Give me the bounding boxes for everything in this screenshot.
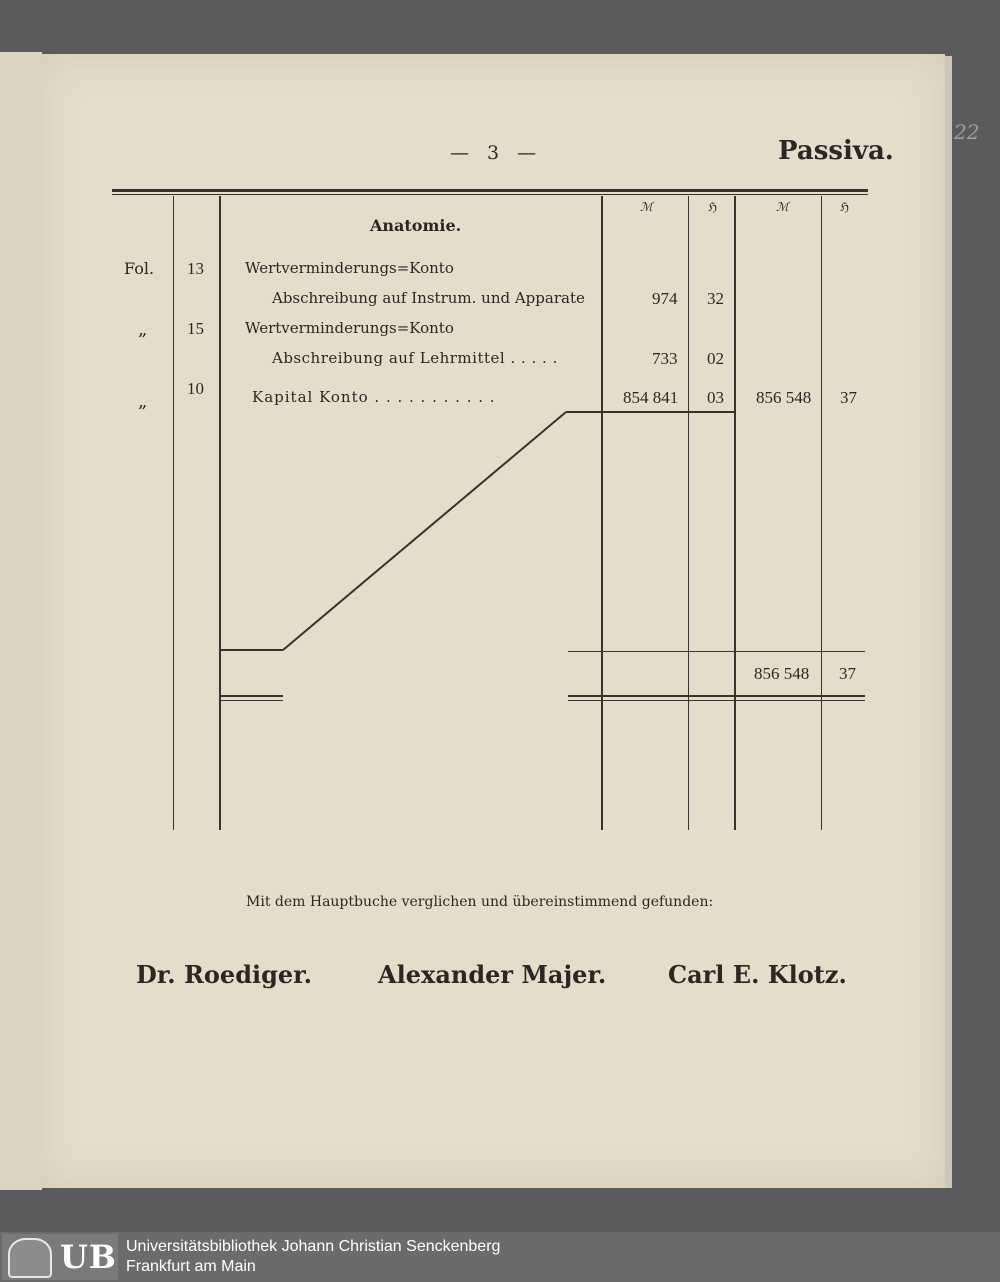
signature-klotz: Carl E. Klotz. <box>668 960 847 989</box>
total-rule-bottom-b <box>568 700 865 701</box>
row-fol-ditto: „ <box>138 391 148 412</box>
top-rule-thin <box>112 194 868 195</box>
subtotal-rule <box>566 411 736 413</box>
attestation-text: Mit dem Hauptbuche verglichen und übereinstimmend gefunden: <box>246 894 714 910</box>
total-rule-bottom-a <box>568 695 865 697</box>
grand-total-pf: 37 <box>839 664 856 683</box>
row-mark-amount: 854 841 <box>623 388 679 407</box>
row-pf-amount: 03 <box>707 388 724 407</box>
row-fol: Fol. <box>124 259 155 278</box>
total-rule-top <box>568 651 865 652</box>
row-pf-amount: 02 <box>707 349 724 368</box>
side-title: Passiva. <box>778 136 894 166</box>
signature-majer: Alexander Majer. <box>378 960 607 989</box>
col-line-fol <box>173 196 174 830</box>
row-mark-amount: 733 <box>652 349 678 368</box>
row-total-pf: 37 <box>840 388 857 407</box>
row-folio-number: 13 <box>187 259 204 278</box>
col-header-mark-1: ℳ <box>640 200 653 214</box>
row-mark-amount: 974 <box>652 289 678 308</box>
document-page <box>40 54 980 1188</box>
row-description: Abschreibung auf Instrum. und Apparate <box>272 289 585 307</box>
signature-roediger: Dr. Roediger. <box>136 960 312 989</box>
row-total-mark: 856 548 <box>756 388 812 407</box>
col-line-text <box>601 196 603 830</box>
pencil-annotation: 22 <box>954 120 980 144</box>
total-rule-left-b <box>221 700 283 701</box>
logo-text: UB <box>60 1238 117 1276</box>
top-rule-thick <box>112 189 868 192</box>
col-header-pf-1: ℌ <box>708 200 718 214</box>
section-title: Anatomie. <box>370 216 462 235</box>
total-rule-left-a <box>221 695 283 697</box>
col-header-mark-2: ℳ <box>776 200 789 214</box>
library-name: Universitätsbibliothek Johann Christian Senckenberg <box>126 1238 501 1255</box>
library-footer <box>0 1232 1000 1282</box>
grand-total-mark: 856 548 <box>754 664 810 683</box>
col-line-mark1 <box>688 196 689 830</box>
closing-diagonal-line <box>40 54 945 1188</box>
col-line-num <box>219 196 221 830</box>
page-number: — 3 — <box>450 142 543 164</box>
left-page-edge <box>0 52 42 1190</box>
row-pf-amount: 32 <box>707 289 724 308</box>
row-account: Wertverminderungs=Konto <box>245 259 454 277</box>
col-line-pf1 <box>734 196 736 830</box>
library-city: Frankfurt am Main <box>126 1258 256 1275</box>
row-folio-number: 10 <box>187 379 204 398</box>
row-description: Abschreibung auf Lehrmittel . . . . . <box>272 349 558 367</box>
col-header-pf-2: ℌ <box>840 200 850 214</box>
col-line-mark2 <box>821 196 822 830</box>
row-folio-number: 15 <box>187 319 204 338</box>
closing-rule-left <box>219 649 283 651</box>
library-logo <box>2 1234 118 1280</box>
row-account: Kapital Konto . . . . . . . . . . . <box>252 388 496 406</box>
row-fol-ditto: „ <box>138 319 148 340</box>
row-account: Wertverminderungs=Konto <box>245 319 454 337</box>
portrait-icon <box>8 1238 52 1278</box>
